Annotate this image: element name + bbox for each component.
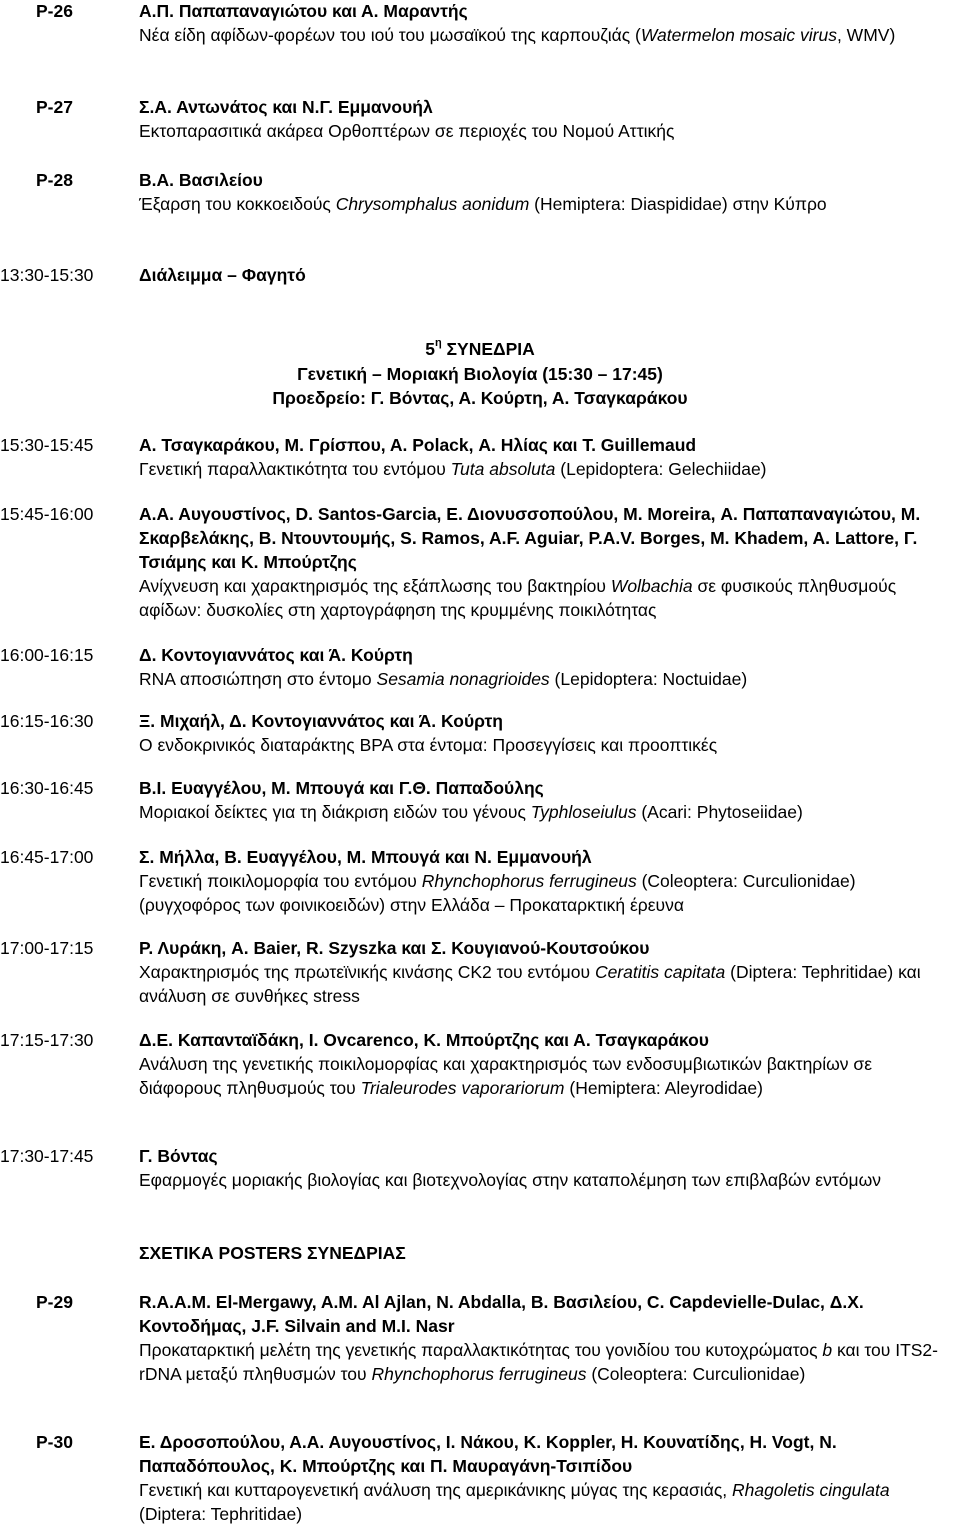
poster-title: Νέα είδη αφίδων-φορέων του ιού του μωσαϊκού της καρπουζιάς (Watermelon mosaic virus, WMV): [139, 25, 896, 45]
poster-code: P-29: [36, 1292, 73, 1312]
poster-title: Προκαταρκτική μελέτη της γενετικής παραλλακτικότητας του γονιδίου του κυτοχρώματος b και του ITS2-rDNA μεταξύ πληθυσμών του Rhynchophorus ferrugineus (Coleoptera: Curculionidae): [139, 1340, 938, 1384]
talk-time: 15:30-15:45: [0, 435, 94, 455]
session-number: 5: [425, 339, 435, 359]
talk-title: Ο ενδοκρινικός διαταράκτης BPA στα έντομα: Προσεγγίσεις και προοπτικές: [139, 735, 718, 755]
talk-authors: Α.Α. Αυγουστίνος, D. Santos-Garcia, Ε. Διονυσσοπούλου, M. Moreira, Α. Παπαπαναγιώτου, Μ. Σκαρβελάκης, Β. Ντουντουμής, S. Ramos, A.F. Aguiar, P.A.V. Borges, M. Khadem, A. Lattore, Γ. Τσιάμης και Κ. Μπούρτζης: [139, 504, 921, 572]
poster-code: P-28: [36, 170, 73, 190]
talk-time: 17:15-17:30: [0, 1030, 94, 1050]
poster-title: Έξαρση του κοκκοειδούς Chrysomphalus aonidum (Hemiptera: Diaspididae) στην Κύπρο: [139, 194, 827, 214]
talk-authors: Δ.Ε. Καπανταϊδάκη, I. Ovcarenco, Κ. Μπούρτζης και Α. Τσαγκαράκου: [139, 1030, 709, 1050]
talk-title: Ανάλυση της γενετικής ποικιλομορφίας και χαρακτηρισμός των ενδοσυμβιωτικών βακτηρίων σε διάφορους πληθυσμούς του Trialeurodes vaporariorum (Hemiptera: Aleyrodidae): [139, 1054, 873, 1098]
poster-code: P-27: [36, 97, 73, 117]
talk-authors: Δ. Κοντογιαννάτος και Ά. Κούρτη: [139, 645, 413, 665]
talk-title: Χαρακτηρισμός της πρωτεϊνικής κινάσης CK2 του εντόμου Ceratitis capitata (Diptera: Tephritidae) και ανάλυση σε συνθήκες stress: [139, 962, 921, 1006]
talk-authors: Γ. Βόντας: [139, 1146, 218, 1166]
poster-title: Γενετική και κυτταρογενετική ανάλυση της αμερικάνικης μύγας της κερασιάς, Rhagoletis cingulata (Diptera: Tephritidae): [139, 1480, 890, 1524]
talk-time: 17:30-17:45: [0, 1146, 94, 1166]
session-name: ΣΥΝΕΔΡΙΑ: [446, 339, 535, 359]
poster-code: P-26: [36, 1, 73, 21]
posters-heading: ΣΧΕΤΙΚΑ POSTERS ΣΥΝΕΔΡΙΑΣ: [139, 1243, 406, 1263]
talk-title: Ανίχνευση και χαρακτηρισμός της εξάπλωσης του βακτηρίου Wolbachia σε φυσικούς πληθυσμούς αφίδων: δυσκολίες στη χαρτογράφηση της κρυμμένης ποικιλότητας: [139, 576, 897, 620]
talk-time: 17:00-17:15: [0, 938, 94, 958]
talk-time: 16:45-17:00: [0, 847, 94, 867]
poster-authors: Ε. Δροσοπούλου, Α.Α. Αυγουστίνος, I. Νάκου, K. Koppler, H. Κουνατίδης, H. Vogt, Ν. Παπαδόπουλος, Κ. Μπούρτζης και Π. Μαυραγάνη-Τσιπίδου: [139, 1432, 837, 1476]
session-chairs: Προεδρείο: Γ. Βόντας, Α. Κούρτη, Α. Τσαγκαράκου: [272, 388, 688, 408]
talk-title: Γενετική ποικιλομορφία του εντόμου Rhynchophorus ferrugineus (Coleoptera: Curculionidae) (ρυγχοφόρος των φοινικοειδών) στην Ελλάδα – Προκαταρκτική έρευνα: [139, 871, 856, 915]
talk-title: Εφαρμογές μοριακής βιολογίας και βιοτεχνολογίας στην καταπολέμηση των επιβλαβών εντόμων: [139, 1170, 881, 1190]
talk-authors: Α. Τσαγκαράκου, Μ. Γρίσπου, Α. Polack, Α. Ηλίας και T. Guillemaud: [139, 435, 697, 455]
talk-authors: Β.Ι. Ευαγγέλου, Μ. Μπουγά και Γ.Θ. Παπαδούλης: [139, 778, 544, 798]
talk-authors: Σ. Μήλλα, Β. Ευαγγέλου, Μ. Μπουγά και Ν. Εμμανουήλ: [139, 847, 592, 867]
talk-authors: Ξ. Μιχαήλ, Δ. Κοντογιαννάτος και Ά. Κούρτη: [139, 711, 503, 731]
poster-authors: Σ.Α. Αντωνάτος και Ν.Γ. Εμμανουήλ: [139, 97, 433, 117]
session-number-suffix: η: [434, 337, 442, 350]
talk-time: 16:15-16:30: [0, 711, 94, 731]
poster-authors: R.A.A.M. El-Mergawy, A.M. Al Ajlan, N. Abdalla, Β. Βασιλείου, C. Capdevielle-Dulac, Δ.Χ. Κοντοδήμας, J.F. Silvain and M.I. Nasr: [139, 1292, 864, 1336]
break-label: Διάλειμμα – Φαγητό: [139, 265, 306, 285]
poster-code: P-30: [36, 1432, 73, 1452]
talk-time: 16:30-16:45: [0, 778, 94, 798]
poster-authors: Α.Π. Παπαπαναγιώτου και Α. Μαραντής: [139, 1, 468, 21]
session-title: [0, 337, 960, 361]
talk-title: Γενετική παραλλακτικότητα του εντόμου Tuta absoluta (Lepidoptera: Gelechiidae): [139, 459, 767, 479]
talk-title: RNA αποσιώπηση στο έντομο Sesamia nonagrioides (Lepidoptera: Noctuidae): [139, 669, 748, 689]
talk-title: Μοριακοί δείκτες για τη διάκριση ειδών του γένους Typhloseiulus (Acari: Phytoseiidae): [139, 802, 803, 822]
talk-time: 16:00-16:15: [0, 645, 94, 665]
break-time: 13:30-15:30: [0, 265, 94, 285]
poster-authors: Β.Α. Βασιλείου: [139, 170, 263, 190]
poster-title: Εκτοπαρασιτικά ακάρεα Ορθοπτέρων σε περιοχές του Νομού Αττικής: [139, 121, 675, 141]
talk-time: 15:45-16:00: [0, 504, 94, 524]
session-topic: Γενετική – Μοριακή Βιολογία (15:30 – 17:45): [297, 364, 663, 384]
talk-authors: Ρ. Λυράκη, A. Baier, R. Szyszka και Σ. Κουγιανού-Κουτσούκου: [139, 938, 650, 958]
